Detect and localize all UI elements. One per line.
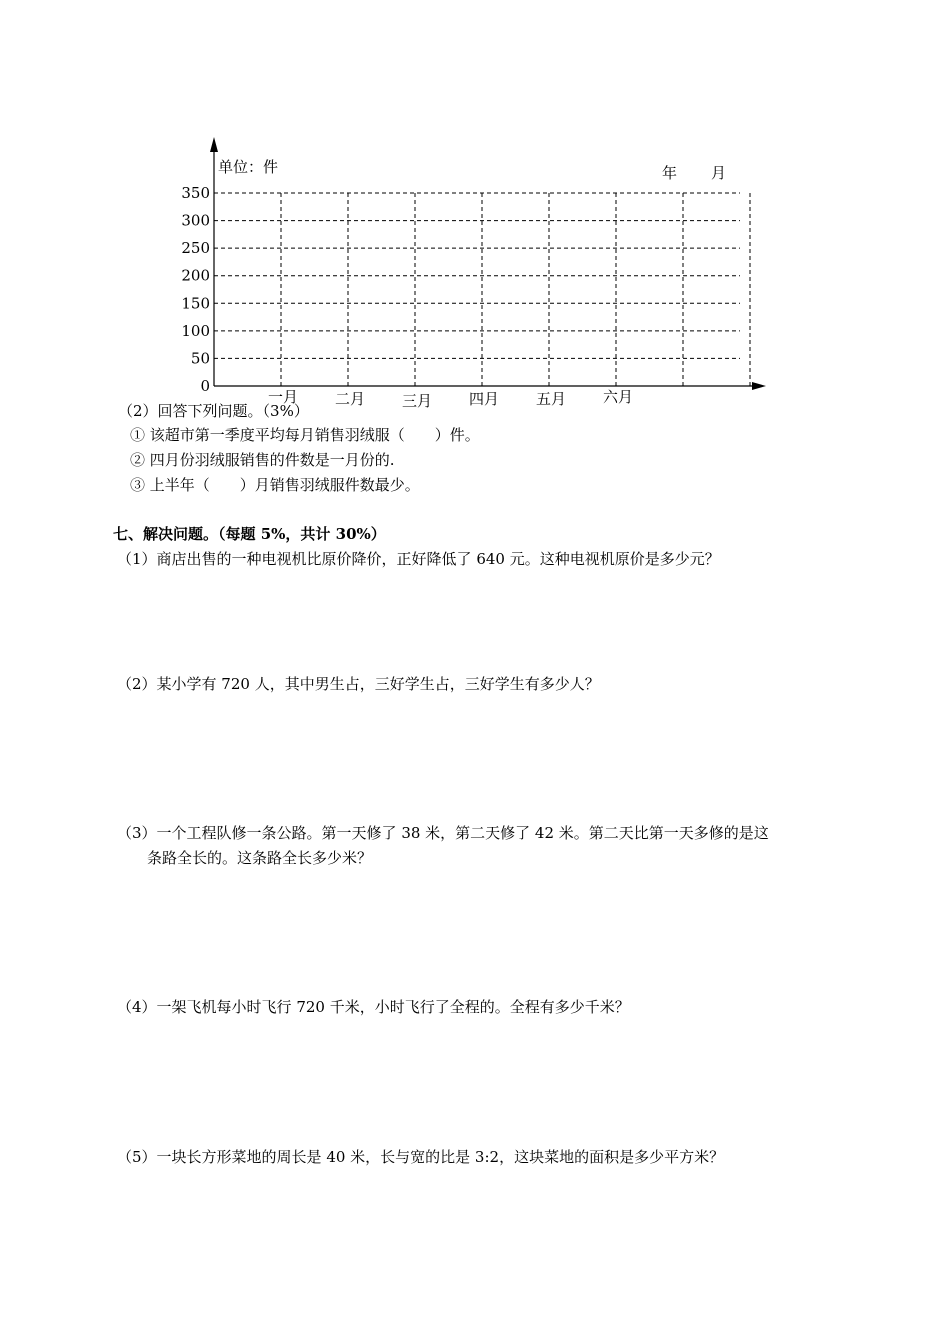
y-tick-200: 200 xyxy=(181,266,210,285)
x-tick-5: 五月 xyxy=(535,390,567,408)
x-tick-1: 一月 xyxy=(267,388,299,406)
y-axis-arrow xyxy=(210,137,218,152)
y-tick-150: 150 xyxy=(181,294,210,313)
problem-3-continued: 条路全长的。这条路全长多少米？ xyxy=(147,849,373,867)
year-label: 年 xyxy=(662,164,678,182)
y-tick-50: 50 xyxy=(190,349,210,368)
problem-2: （2）某小学有 720 人，其中男生占，三好学生占，三好学生有多少人？ xyxy=(117,675,600,693)
problem-5: （5）一块长方形菜地的周长是 40 米，长与宽的比是 3:2，这块菜地的面积是多少平方米？ xyxy=(117,1148,725,1166)
x-tick-2: 二月 xyxy=(334,390,366,408)
y-tick-0: 0 xyxy=(200,377,210,395)
question-1: ① 该超市第一季度平均每月销售羽绒服（ ）件。 xyxy=(130,426,480,444)
question-2: ② 四月份羽绒服销售的件数是一月份的. xyxy=(130,451,395,469)
chart-grid xyxy=(214,193,750,386)
y-tick-100: 100 xyxy=(181,321,210,340)
x-axis-arrow xyxy=(752,382,766,390)
section-7-title: 七、解决问题。（每题 5%，共计 30%） xyxy=(113,525,386,543)
sales-chart xyxy=(0,0,950,420)
y-tick-350: 350 xyxy=(181,184,210,202)
x-tick-4: 四月 xyxy=(468,390,500,408)
y-tick-labels xyxy=(181,184,210,395)
y-tick-300: 300 xyxy=(181,211,210,230)
part2-header: （2）回答下列问题。（3%） xyxy=(118,402,309,420)
x-tick-labels xyxy=(268,388,633,410)
problem-4: （4）一架飞机每小时飞行 720 千米，小时飞行了全程的。全程有多少千米？ xyxy=(117,998,630,1016)
x-tick-3: 三月 xyxy=(401,392,433,410)
y-tick-250: 250 xyxy=(181,239,210,258)
question-3: ③ 上半年（ ）月销售羽绒服件数最少。 xyxy=(130,476,420,494)
month-label: 月 xyxy=(711,164,727,182)
x-tick-6: 六月 xyxy=(602,388,634,406)
problem-3: （3）一个工程队修一条公路。第一天修了 38 米，第二天修了 42 米。第二天比第一天多修的是这 xyxy=(117,824,769,842)
unit-label: 单位：件 xyxy=(218,158,279,176)
problem-1: （1）商店出售的一种电视机比原价降价，正好降低了 640 元。这种电视机原价是多少元？ xyxy=(117,550,720,568)
